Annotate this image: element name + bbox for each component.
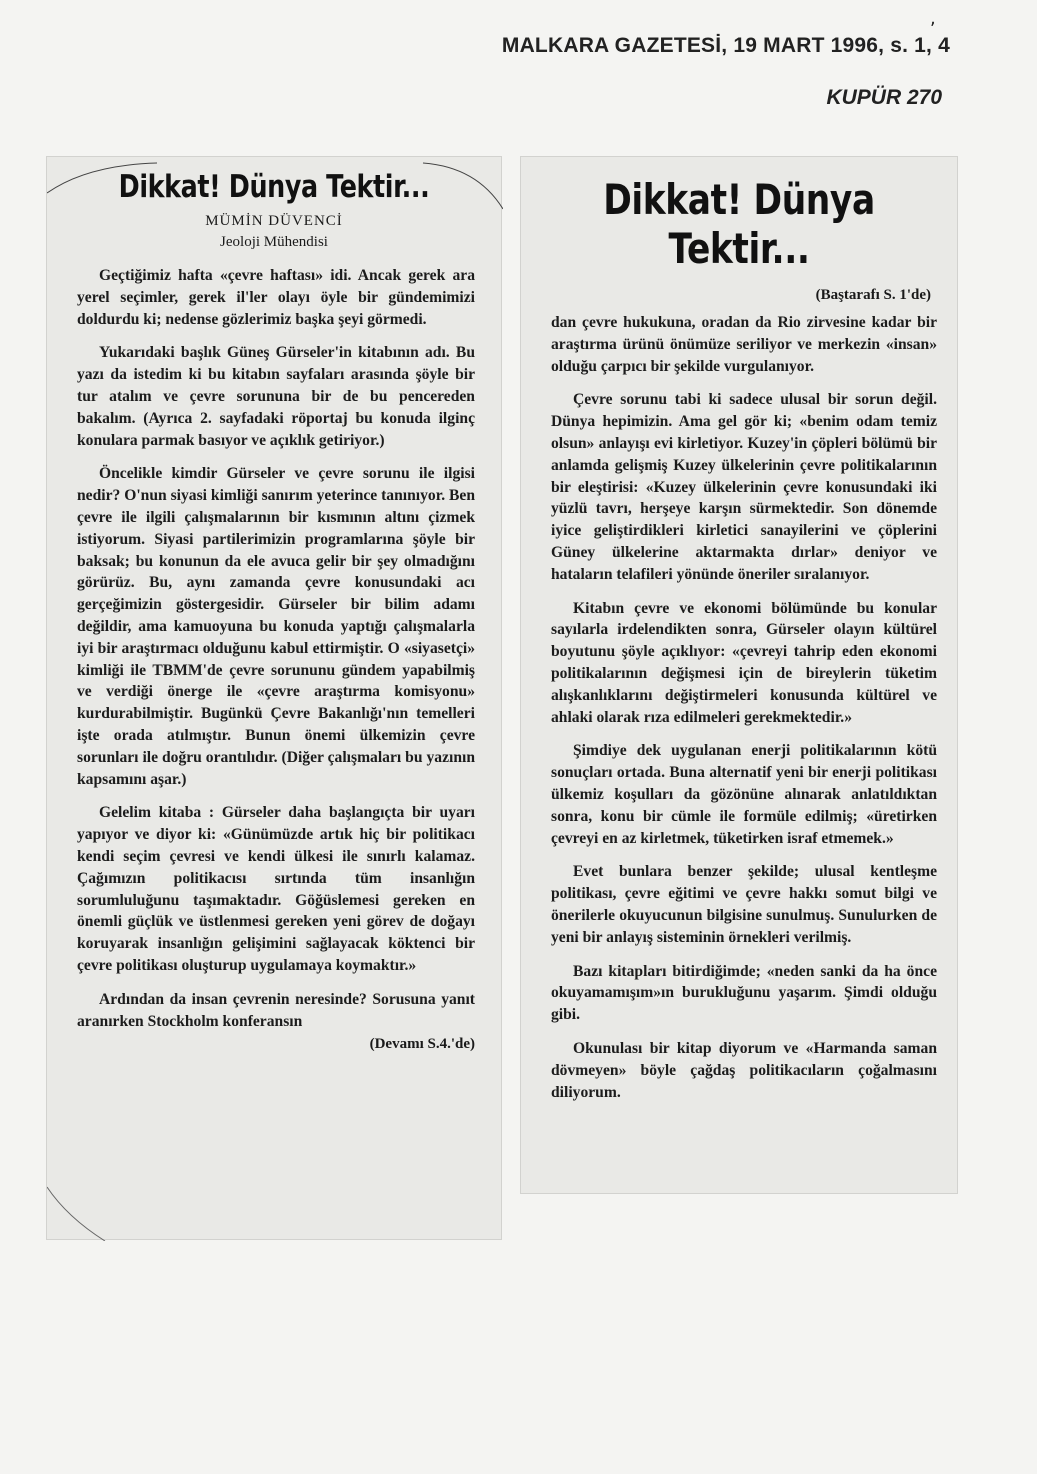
article-paragraph: Ardından da insan çevrenin neresinde? Sorusuna yanıt aranırken Stockholm konferansın (77, 990, 475, 1030)
continued-note: (Devamı S.4.'de) (369, 1036, 475, 1053)
author-name: MÜMİN DÜVENCİ (205, 213, 343, 229)
right-headline: Dikkat! Dünya Tektir... (603, 175, 875, 273)
article-paragraph: Okunulası bir kitap diyorum ve «Harmanda saman dövmeyen» böyle çağdaş politikacıların çoğalmasını diliyorum. (551, 1039, 937, 1101)
left-clipping (46, 156, 502, 1240)
corner-mark: , (930, 8, 936, 29)
article-paragraph: Yukarıdaki başlık Güneş Gürseler'in kitabının adı. Bu yazı da istedim ki bu kitabın sayfaları arasında şöyle bir tur atalım ve çevre sorununa bir de bu pencereden bakalım. (Ayrıca 2. sayfadaki röportaj bu konuda ilginç konulara parmak basıyor ve açıklık getiriyor.) (77, 344, 475, 449)
left-article-body (47, 265, 501, 1032)
author-title: Jeoloji Mühendisi (220, 234, 328, 250)
article-paragraph: dan çevre hukukuna, oradan da Rio zirvesine kadar bir araştırma ürünü önümüze seriliyor ve merkezin «insan» olduğu çarpıcı bir şekilde vurgulanıyor. (551, 314, 937, 375)
article-paragraph: Çevre sorunu tabi ki sadece ulusal bir sorun değil. Dünya hepimizin. Ama gel gör ki; «benim odam temiz olsun» anlayışı evi kirletiyor. Kuzey'in çöpleri bölümü bir anlamda gelişmiş Kuzey ülkelerinin çevre politikalarının bir eleştirisi: «Kuzey ülkelerinin çevre konusundaki iki yüzlü tavrı, herşeye karşın sürmektedir. Son dönemde iyice geliştirdikleri kirletici sanayilerini ve çöplerini Güney ülkelerine aktarmakta dırlar» deniyor ve hataların telafileri yönünde öneriler sıralanıyor. (551, 391, 937, 583)
continued-from-note: (Baştarafı S. 1'de) (815, 287, 931, 303)
article-paragraph: Öncelikle kimdir Gürseler ve çevre sorunu ile ilgisi nedir? O'nun siyasi kimliği sanırım yeterince tanınıyor. Ben çevre ile ilgili çalışmalarının bir kısmının altını çizmek istiyorum. Siyasi partilerimizin programlarına şöyle bir baksak; bu konunun da ele avuca gelir bir şey olmadığını görürüz. Bu, aynı zamanda çevre konusundaki acı gerçeğimizin göstergesidir. Gürseler bir bilim adamı değildir, ama kamuoyuna bu konuda yaptığı çalışmalarla iyi bir araştırmacı olduğunu kabul ettirmiştir. O «siyasetçi» kimliği ile TBMM'de çevre sorununu gündem yapabilmiş ve verdiği önerge ile «çevre araştırma komisyonu» kurdurabilmiştir. Bugünkü Çevre Bakanlığı'nın temelleri işte orada atılmıştır. Bunun önemi ülkemizin çevre sorunları ile doğru orantılıdır. (Diğer çalışmaları bu yazının kapsamını aşar.) (77, 465, 475, 788)
page-header-citation: MALKARA GAZETESİ, 19 MART 1996, s. 1, 4 (501, 34, 950, 57)
left-headline: Dikkat! Dünya Tektir... (118, 169, 430, 205)
article-paragraph: Kitabın çevre ve ekonomi bölümünde bu konular sayılarla irdelendikten sonra, Gürseler olayın kültürel boyutunu şöyle açıklıyor: «çevreyi tahrip eden ekonomi politikalarının değişmesi için de bireylerin tüketim alışkanlıklarını değiştirmeleri konusunda kültürel ve ahlaki olarak rıza edilmeleri gerekmektedir.» (551, 599, 937, 726)
article-paragraph: Evet bunlara benzer şekilde; ulusal kentleşme politikası, çevre eğitimi ve çevre hakkı somut bilgi ve önerilerle okuyucunun bilgisine sunulmuş. Sunulurken de yeni bir anlayış sisteminin örnekleri verilmiş. (551, 863, 937, 946)
author-byline (47, 211, 501, 253)
article-paragraph: Şimdiye dek uygulanan enerji politikalarının kötü sonuçları ortada. Buna alternatif yeni bir enerji politikası ülkemiz koşulları da gözönüne alınarak anlatıldıktan sonra, konu bir cümle ile formüle edilmiş; «üretirken çevreyi en az kirletmek, tüketirken israf etmemek.» (551, 742, 937, 847)
article-paragraph: Geçtiğimiz hafta «çevre haftası» idi. Ancak gerek ara yerel seçimler, gerek il'ler olayı öyle bir gündemimizi doldurdu ki; nedense gözlerimiz başka şeyi görmedi. (77, 267, 475, 328)
article-paragraph: Gelelim kitaba : Gürseler daha başlangıçta bir uyarı yapıyor ve diyor ki: «Günümüzde artık hiç bir politikacı kendi seçim çevresi ve kendi ülkesi ile sınırlı kalamaz. Çağımızın politikacısı sırtında tüm insanlığın sorumluluğunu taşımaktadır. Göğüslemesi gereken en önemli güçlük ve üstlenmesi gereken yeni görev de doğayı koruyarak insanlığın gelişimini sağlayacak köktenci bir çevre politikası oluşturup uygulamaya koymaktır.» (77, 804, 475, 974)
article-paragraph: Bazı kitapları bitirdiğimde; «neden sanki da ha önce okuyamamışım»ın burukluğunu yaşarım. Şimdi olduğu gibi. (551, 962, 937, 1024)
right-article-body (521, 312, 957, 1103)
right-clipping (520, 156, 958, 1194)
clip-number: KUPÜR 270 (826, 86, 942, 109)
